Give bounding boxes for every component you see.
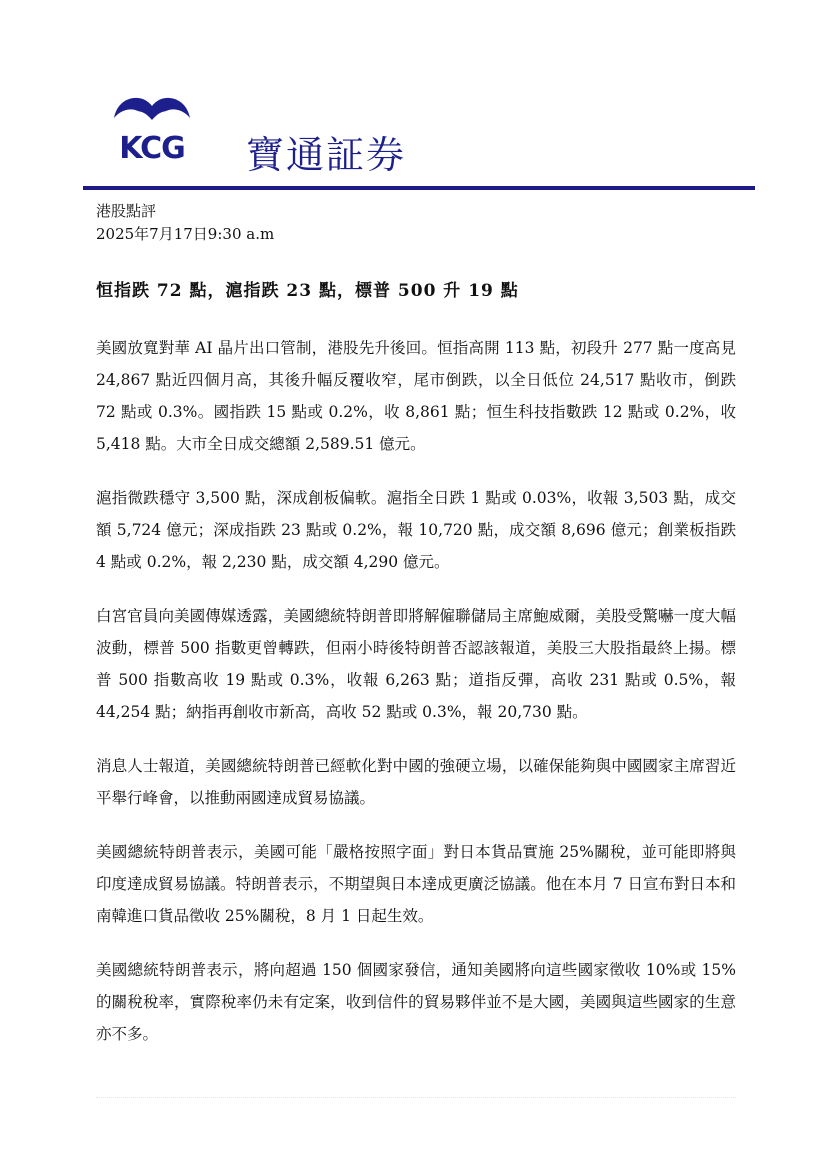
paragraph-china-market: 滬指微跌穩守 3,500 點，深成創板偏軟。滬指全日跌 1 點或 0.03%，收報 3,503 點，成交額 5,724 億元；深成指跌 23 點或 0.2%，報 10,720 點，成交額 8,696 億元；創業板指跌 4 點或 0.2%，報 2,230 點，成交額 4,290 億元。 — [96, 489, 736, 571]
footer-divider — [96, 1097, 736, 1098]
paragraph-us-market: 白宮官員向美國傳媒透露，美國總統特朗普即將解僱聯儲局主席鮑威爾，美股受驚嚇一度大幅波動，標普 500 指數更曾轉跌，但兩小時後特朗普否認該報道，美股三大股指最終上揚。標普 500 指數高收 19 點或 0.3%，收報 6,263 點；道指反彈，高收 231 點或 0.5%，報 44,254 點；納指再創收市新高，高收 52 點或 0.3%，報 20,730 點。 — [96, 607, 736, 721]
paragraph-china-summit: 消息人士報道，美國總統特朗普已經軟化對中國的強硬立場，以確保能夠與中國國家主席習近平舉行峰會，以推動兩國達成貿易協議。 — [96, 757, 736, 807]
report-meta — [96, 200, 274, 246]
headline: 恒指跌 72 點，滬指跌 23 點，標普 500 升 19 點 — [96, 281, 519, 301]
article-body — [96, 332, 736, 1072]
paragraph-tariff-letters: 美國總統特朗普表示，將向超過 150 個國家發信，通知美國將向這些國家徵收 10%或 15%的關稅稅率，實際稅率仍未有定案，收到信件的貿易夥伴並不是大國，美國與這些國家的生意亦不多。 — [96, 961, 736, 1043]
paragraph-japan-tariff: 美國總統特朗普表示，美國可能「嚴格按照字面」對日本貨品實施 25%關稅，並可能即將與印度達成貿易協議。特朗普表示，不期望與日本達成更廣泛協議。他在本月 7 日宣布對日本和南韓進口貨品徵收 25%關稅，8 月 1 日起生效。 — [96, 843, 736, 925]
report-datetime: 2025年7月17日9:30 a.m — [96, 225, 275, 243]
header-rule — [83, 186, 755, 190]
paragraph-hk-market: 美國放寬對華 AI 晶片出口管制，港股先升後回。恒指高開 113 點，初段升 277 點一度高見 24,867 點近四個月高，其後升幅反覆收窄，尾市倒跌，以全日低位 24,517 點收市，倒跌 72 點或 0.3%。國指跌 15 點或 0.2%，收 8,861 點；恒生科技指數跌 12 點或 0.2%，收 5,418 點。大市全日成交總額 2,589.51 億元。 — [96, 339, 736, 453]
kcg-logo — [108, 90, 196, 166]
report-category: 港股點評 — [96, 202, 157, 220]
svg-text:KCG: KCG — [119, 131, 185, 166]
company-name: 寶通証券 — [246, 133, 407, 177]
letterhead — [0, 0, 826, 200]
